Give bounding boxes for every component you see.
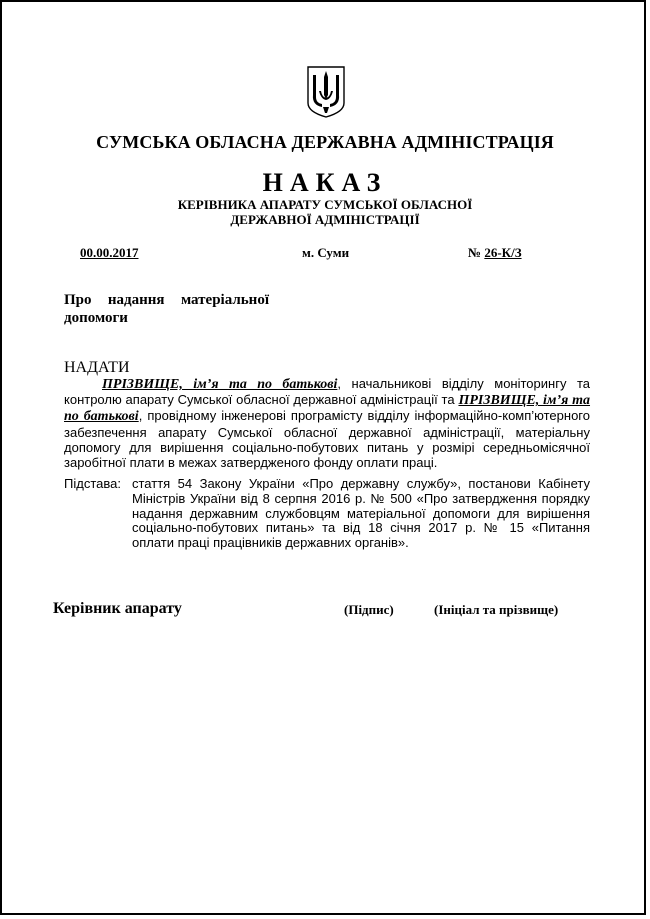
document-subtitle-line2: ДЕРЖАВНОЇ АДМІНІСТРАЦІЇ [230,212,420,227]
number-value: 26-К/З [484,245,522,260]
document-date: 00.00.2017 [80,245,139,260]
subject-word: матеріальної [180,292,269,308]
basis-section [64,477,590,551]
employee-name-2: ПРІЗВИЩЕ, ім’я та по батькові [64,393,591,425]
ukraine-trident-emblem-icon [305,65,347,119]
document-number [468,245,522,261]
subject-line2: допомоги [64,310,128,326]
order-text-part2: , провідному інженерові програмісту відділу інформаційно-комп’ютерного забезпечення апарату Сумської обласної державної адміністрації, матеріальну допомогу для вирішення соціально-побутових питань у розмірі середньомісячної заробітної плати в межах затвердженого фонду оплати праці. [64,408,590,471]
signer-position: Керівник апарату [53,600,182,617]
organization-title: СУМСЬКА ОБЛАСНА ДЕРЖАВНА АДМІНІСТРАЦІЯ [96,132,554,152]
signer-name-placeholder: (Ініціал та прізвище) [434,602,559,617]
order-verb: НАДАТИ [64,359,130,376]
basis-label: Підстава: [64,476,121,491]
subject-word: надання [107,292,165,308]
number-prefix: № [468,245,482,260]
order-paragraph [64,376,590,470]
signature-placeholder: (Підпис) [344,602,394,617]
document-subject [64,291,269,327]
document-type: НАКАЗ [262,168,388,197]
basis-text: стаття 54 Закону України «Про державну службу», постанови Кабінету Міністрів України від 8 серпня 2016 р. № 500 «Про затвердження порядку надання державним службовцям матеріальної допомоги для вирішення соціально-побутових питань» та від 18 січня 2017 р. № 15 «Питання оплати праці працівників державних органів». [132,476,590,551]
order-text-part1: , начальникові відділу моніторингу та контролю апарату Сумської обласної державної адміністрації та [64,376,590,408]
employee-name-1: ПРІЗВИЩЕ, ім’я та по батькові [102,377,338,392]
document-subtitle-line1: КЕРІВНИКА АПАРАТУ СУМСЬКОЇ ОБЛАСНОЇ [177,197,473,212]
subject-word: Про [64,292,92,308]
document-city: м. Суми [302,245,350,260]
